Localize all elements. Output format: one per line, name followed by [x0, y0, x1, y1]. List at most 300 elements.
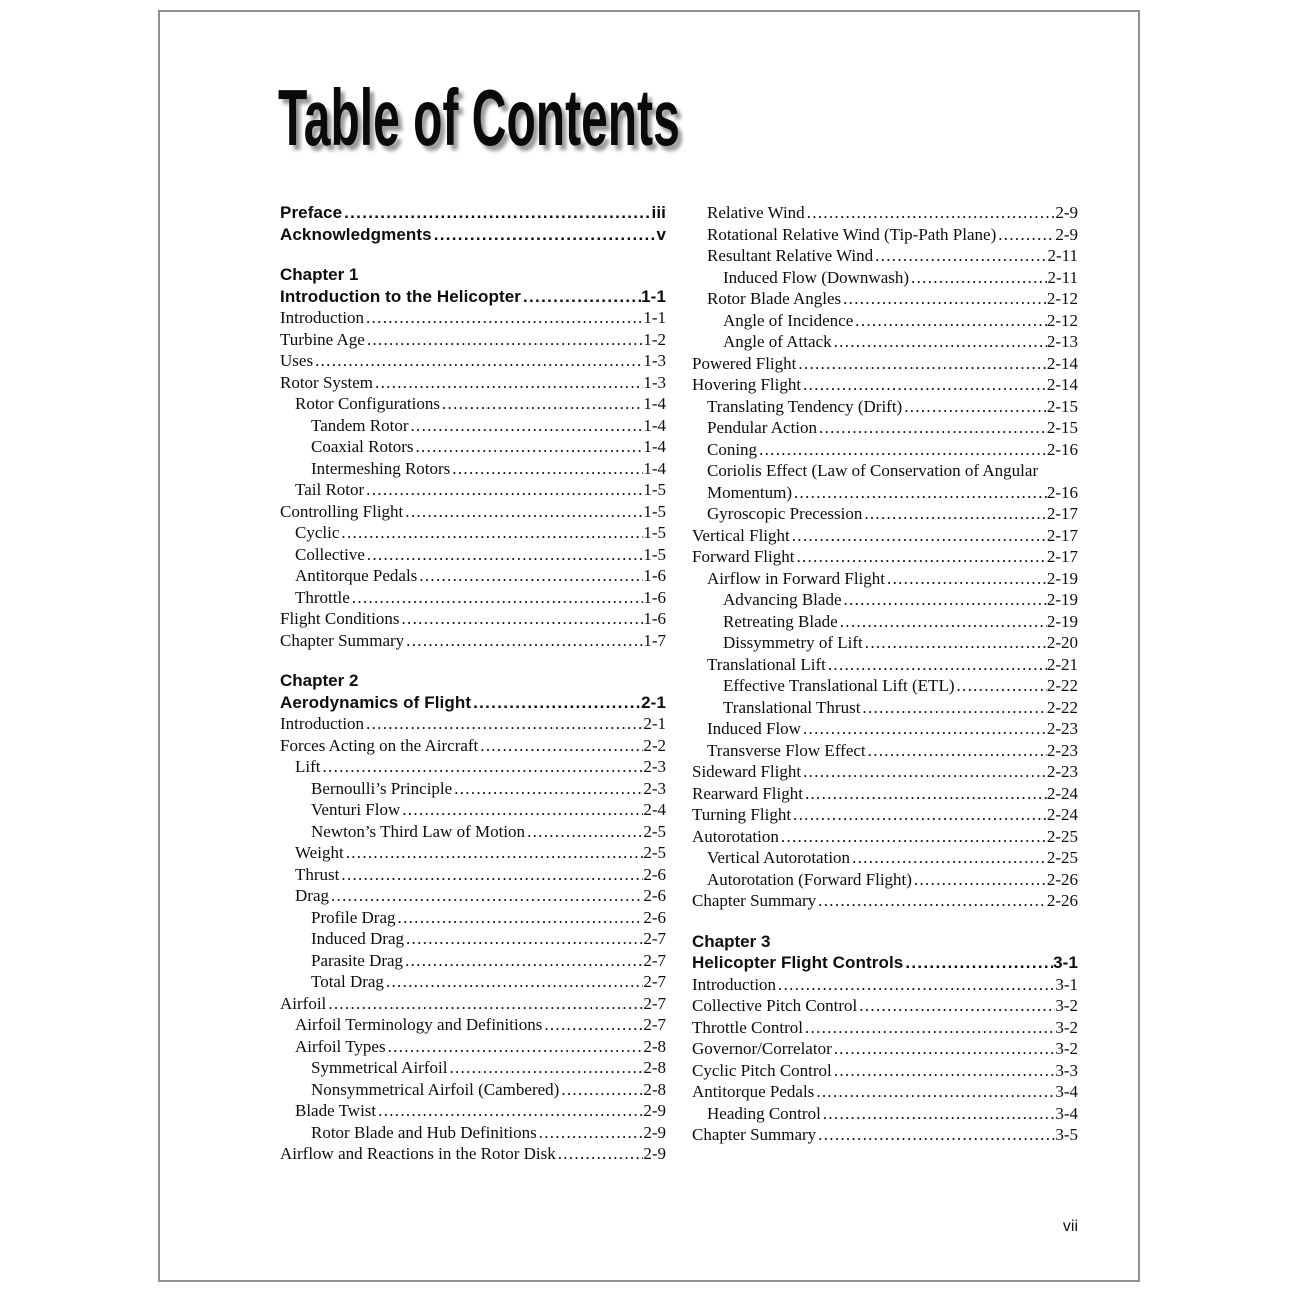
toc-entry-page: 2-7 — [643, 993, 666, 1013]
toc-entry-label: Blade Twist — [295, 1101, 377, 1120]
leader-dots — [323, 756, 644, 778]
leader-dots — [523, 286, 641, 308]
toc-entry-label: Tandem Rotor — [311, 415, 409, 435]
toc-entry-label: Rotor Blade Angles — [707, 289, 842, 308]
toc-entry — [280, 821, 666, 843]
toc-entry — [692, 1060, 1078, 1082]
leader-dots — [805, 1017, 1055, 1039]
toc-entry — [692, 267, 1078, 289]
toc-entry — [280, 713, 666, 735]
toc-entry-page: 2-7 — [643, 972, 666, 991]
leader-dots — [828, 654, 1047, 676]
leader-dots — [341, 522, 643, 544]
leader-dots — [544, 1014, 643, 1036]
toc-entry — [280, 1057, 666, 1079]
toc-entry-label: Introduction — [280, 714, 365, 733]
toc-entry-label: Acknowledgments — [280, 224, 432, 244]
toc-entry-label: Introduction — [692, 974, 777, 994]
toc-entry — [692, 202, 1078, 224]
toc-entry-label: Translational Lift — [707, 654, 826, 674]
toc-entry-page: 3-1 — [1053, 953, 1078, 972]
toc-entry-label: Induced Flow — [707, 719, 801, 738]
toc-entry-label: Uses — [280, 351, 314, 370]
toc-entry-page: 2-11 — [1047, 246, 1078, 265]
leader-dots — [415, 436, 643, 458]
toc-entry — [692, 353, 1078, 375]
toc-entry-page: 2-23 — [1046, 740, 1078, 760]
toc-entry-label: Antitorque Pedals — [295, 566, 418, 585]
toc-entry-label: Effective Translational Lift (ETL) — [723, 676, 955, 695]
toc-entry-page: 3-2 — [1055, 996, 1078, 1015]
toc-entry — [280, 864, 666, 886]
leader-dots — [442, 393, 643, 415]
toc-entry-label: Collective — [295, 544, 365, 564]
chapter-label: Chapter 3 — [692, 931, 771, 951]
leader-dots — [410, 415, 643, 437]
toc-entry-label: Pendular Action — [707, 418, 818, 437]
leader-dots — [402, 799, 643, 821]
toc-entry-label: Rearward Flight — [692, 783, 803, 803]
leader-dots — [840, 611, 1047, 633]
toc-entry — [280, 587, 666, 609]
toc-entry-page: 2-12 — [1046, 310, 1078, 330]
toc-entry-label: Vertical Autorotation — [707, 848, 851, 867]
toc-entry — [280, 950, 666, 972]
toc-entry — [692, 417, 1078, 439]
toc-entry-label: Vertical Flight — [692, 525, 790, 545]
toc-entry-page: 2-24 — [1046, 805, 1078, 824]
toc-entry-page: 2-17 — [1046, 547, 1078, 566]
toc-entry — [280, 885, 666, 907]
toc-entry-label: Angle of Attack — [723, 332, 832, 351]
leader-dots — [539, 1122, 644, 1144]
toc-entry-label: Throttle Control — [692, 1017, 803, 1037]
toc-entry — [280, 1122, 666, 1144]
toc-entry-label: Heading Control — [707, 1103, 821, 1123]
toc-entry-label: Sideward Flight — [692, 762, 802, 781]
toc-entry-page: 1-5 — [643, 480, 666, 499]
toc-entry — [280, 350, 666, 372]
toc-entry-page: 2-13 — [1046, 332, 1078, 351]
toc-entry-page: 2-4 — [643, 800, 666, 819]
leader-dots — [794, 482, 1047, 504]
toc-entry-page: 1-6 — [643, 587, 666, 607]
toc-entry-page: 2-6 — [643, 864, 666, 884]
toc-entry — [280, 372, 666, 394]
toc-entry-label: Relative Wind — [707, 203, 805, 222]
leader-dots — [862, 697, 1046, 719]
toc-entry-page: 2-21 — [1046, 654, 1078, 674]
chapter-title — [280, 286, 666, 308]
leader-dots — [331, 885, 643, 907]
toc-entry-page: 2-14 — [1046, 375, 1078, 394]
toc-entry-page: 2-23 — [1046, 719, 1078, 738]
toc-entry-label: Antitorque Pedals — [692, 1082, 815, 1101]
toc-entry-label: Drag — [295, 886, 329, 905]
toc-entry — [280, 544, 666, 566]
toc-entry-label: Angle of Incidence — [723, 310, 854, 330]
toc-entry — [280, 436, 666, 458]
leader-dots — [527, 821, 643, 843]
toc-entry-page: 2-5 — [643, 821, 666, 841]
toc-entry — [692, 589, 1078, 611]
toc-entry — [692, 482, 1078, 504]
leader-dots — [341, 864, 643, 886]
toc-entry — [692, 654, 1078, 676]
leader-dots — [558, 1143, 644, 1165]
toc-entry-label: Forces Acting on the Aircraft — [280, 735, 479, 755]
toc-entry — [280, 522, 666, 544]
leader-dots — [367, 329, 643, 351]
toc-entry-page: 1-1 — [641, 286, 666, 306]
toc-entry-label: Introduction to the Helicopter — [280, 286, 521, 306]
toc-entry — [692, 611, 1078, 633]
toc-entry — [692, 718, 1078, 740]
toc-entry — [280, 458, 666, 480]
toc-entry-page: 2-8 — [643, 1036, 666, 1056]
toc-entry — [280, 735, 666, 757]
toc-entry — [692, 374, 1078, 396]
toc-entry-page: 1-4 — [643, 458, 666, 478]
toc-entry — [280, 907, 666, 929]
toc-block — [280, 202, 666, 245]
toc-entry-page: 2-26 — [1046, 891, 1078, 910]
leader-dots — [480, 735, 643, 757]
leader-dots — [402, 608, 644, 630]
toc-entry — [692, 847, 1078, 869]
toc-entry-page: 2-1 — [643, 714, 666, 733]
leader-dots — [864, 503, 1047, 525]
leader-dots — [807, 202, 1056, 224]
toc-entry-label: Helicopter Flight Controls — [692, 953, 904, 972]
chapter-title — [692, 952, 1078, 974]
leader-dots — [367, 544, 643, 566]
toc-entry-label: Weight — [295, 843, 344, 862]
toc-entry-page: 2-16 — [1046, 439, 1078, 459]
toc-entry-page: 2-9 — [1055, 203, 1078, 222]
leader-dots — [375, 372, 643, 394]
leader-dots — [759, 439, 1047, 461]
toc-entry-page: 2-19 — [1046, 568, 1078, 588]
toc-entry-page: 3-4 — [1055, 1082, 1078, 1101]
toc-entry — [692, 1103, 1078, 1125]
toc-entry-label: Airfoil — [280, 993, 327, 1013]
leader-dots — [378, 1100, 643, 1122]
toc-entry-label: Cyclic Pitch Control — [692, 1060, 832, 1080]
leader-dots — [406, 630, 643, 652]
toc-entry-page: 1-4 — [643, 415, 666, 435]
toc-entry-page: 1-3 — [643, 372, 666, 392]
toc-entry-page: 2-12 — [1046, 289, 1078, 308]
leader-dots — [366, 479, 643, 501]
leader-dots — [561, 1079, 643, 1101]
toc-entry — [280, 842, 666, 864]
leader-dots — [818, 890, 1047, 912]
toc-entry-label: Newton’s Third Law of Motion — [311, 821, 526, 841]
toc-entry-page: 2-16 — [1046, 482, 1078, 502]
toc-entry-page: 2-9 — [643, 1122, 666, 1142]
leader-dots — [803, 761, 1047, 783]
toc-entry-label: Tail Rotor — [295, 480, 365, 499]
toc-entry-label: Chapter Summary — [280, 630, 405, 650]
toc-entry — [692, 675, 1078, 697]
toc-entry-page: 1-5 — [643, 501, 666, 521]
toc-entry — [692, 869, 1078, 891]
toc-entry-label: Induced Drag — [311, 929, 404, 948]
toc-entry — [692, 224, 1078, 246]
toc-entry — [692, 503, 1078, 525]
leader-dots — [823, 1103, 1056, 1125]
toc-entry — [692, 783, 1078, 805]
leader-dots — [346, 842, 644, 864]
toc-entry — [692, 525, 1078, 547]
toc-entry-page: 2-25 — [1046, 848, 1078, 867]
toc-entry-page: 1-4 — [643, 437, 666, 456]
toc-entry — [692, 804, 1078, 826]
toc-entry — [280, 778, 666, 800]
toc-entry-page: 2-8 — [643, 1079, 666, 1099]
leader-dots — [865, 632, 1047, 654]
toc-entry-label: Coriolis Effect (Law of Conservation of Angular — [707, 461, 1039, 480]
leader-dots — [956, 675, 1046, 697]
toc-entry-label: Parasite Drag — [311, 950, 404, 970]
toc-entry — [280, 501, 666, 523]
toc-entry-page: 2-24 — [1046, 783, 1078, 803]
leader-dots — [398, 907, 644, 929]
toc-entry-label: Translational Thrust — [723, 697, 861, 717]
toc-entry-label: Symmetrical Airfoil — [311, 1058, 448, 1077]
toc-entry-label: Resultant Relative Wind — [707, 246, 874, 265]
leader-dots — [796, 546, 1046, 568]
toc-entry-page: 2-22 — [1046, 676, 1078, 695]
toc-entry — [692, 396, 1078, 418]
leader-dots — [859, 995, 1055, 1017]
leader-dots — [844, 589, 1047, 611]
chapter-title — [280, 692, 666, 714]
toc-entry-label: Collective Pitch Control — [692, 996, 858, 1015]
leader-dots — [868, 740, 1047, 762]
chapter-label: Chapter 1 — [280, 265, 359, 284]
toc-entry-page: 2-9 — [643, 1101, 666, 1120]
toc-entry — [280, 799, 666, 821]
leader-dots — [834, 331, 1047, 353]
leader-dots — [405, 501, 643, 523]
toc-entry — [280, 1079, 666, 1101]
leader-dots — [406, 928, 643, 950]
chapter-block — [692, 931, 1078, 1146]
toc-entry — [692, 740, 1078, 762]
toc-entry-page: 2-6 — [643, 886, 666, 905]
toc-entry-label: Coning — [707, 439, 758, 459]
leader-dots — [819, 417, 1047, 439]
toc-entry — [692, 546, 1078, 568]
toc-entry — [280, 993, 666, 1015]
toc-column-right — [692, 202, 1078, 1146]
toc-entry-page: 1-5 — [643, 544, 666, 564]
toc-block — [692, 202, 1078, 912]
toc-entry — [692, 331, 1078, 353]
toc-entry-page: 2-3 — [643, 757, 666, 776]
toc-entry — [692, 568, 1078, 590]
toc-entry-label: Bernoulli’s Principle — [311, 778, 453, 798]
toc-entry-page: 1-1 — [643, 308, 666, 327]
toc-entry — [692, 288, 1078, 310]
leader-dots — [778, 974, 1055, 996]
leader-dots — [366, 713, 643, 735]
leader-dots — [818, 1124, 1055, 1146]
toc-entry-page: 3-3 — [1055, 1060, 1078, 1080]
leader-dots — [914, 869, 1047, 891]
toc-entry-page: 3-1 — [1055, 974, 1078, 994]
toc-entry — [280, 565, 666, 587]
leader-dots — [434, 224, 657, 246]
leader-dots — [904, 396, 1047, 418]
leader-dots — [798, 353, 1046, 375]
front-matter-entry — [280, 202, 666, 224]
toc-entry-page: 2-15 — [1046, 396, 1078, 416]
leader-dots — [805, 783, 1047, 805]
toc-entry-page: 2-17 — [1046, 504, 1078, 523]
toc-entry-label: Rotor Configurations — [295, 394, 440, 413]
toc-entry-page: 2-7 — [643, 1015, 666, 1034]
toc-entry-label: Autorotation — [692, 826, 779, 846]
toc-entry-page: 2-5 — [643, 843, 666, 862]
leader-dots — [905, 952, 1053, 974]
toc-entry — [692, 439, 1078, 461]
toc-entry-label: Forward Flight — [692, 547, 795, 566]
leader-dots — [781, 826, 1047, 848]
toc-entry-page: 1-3 — [643, 351, 666, 370]
toc-entry — [692, 1017, 1078, 1039]
toc-entry-label: Turbine Age — [280, 329, 365, 349]
leader-dots — [328, 993, 643, 1015]
leader-dots — [792, 525, 1047, 547]
toc-entry — [280, 1143, 666, 1165]
toc-entry-label: Total Drag — [311, 972, 384, 991]
toc-entry — [692, 974, 1078, 996]
toc-entry-label: Dissymmetry of Lift — [723, 633, 863, 652]
leader-dots — [352, 587, 644, 609]
toc-entry-label: Controlling Flight — [280, 501, 404, 521]
leader-dots — [473, 692, 641, 714]
toc-entry-page: 2-11 — [1047, 267, 1078, 287]
toc-entry-page: 1-7 — [643, 630, 666, 650]
toc-entry-label: Airflow and Reactions in the Rotor Disk — [280, 1144, 556, 1163]
leader-dots — [911, 267, 1047, 289]
toc-entry-page: 2-3 — [643, 778, 666, 798]
toc-entry-label: Chapter Summary — [692, 891, 817, 910]
toc-entry-page: 2-6 — [643, 907, 666, 927]
toc-entry — [280, 307, 666, 329]
toc-entry — [692, 995, 1078, 1017]
page-title: Table of Contents — [278, 73, 680, 162]
toc-entry-page: 2-1 — [641, 692, 666, 712]
toc-entry-label: Introduction — [280, 308, 365, 327]
toc-entry-label: Flight Conditions — [280, 609, 400, 628]
leader-dots — [803, 718, 1047, 740]
toc-entry — [280, 1036, 666, 1058]
toc-entry-page: 2-17 — [1046, 525, 1078, 545]
toc-entry-label: Gyroscopic Precession — [707, 504, 863, 523]
toc-entry — [692, 632, 1078, 654]
toc-entry — [280, 971, 666, 993]
toc-entry-page: 3-5 — [1055, 1125, 1078, 1144]
toc-entry-label: Advancing Blade — [723, 590, 842, 609]
toc-entry-page: 2-2 — [643, 735, 666, 755]
toc-entry-label: Profile Drag — [311, 907, 396, 927]
leader-dots — [803, 374, 1047, 396]
leader-dots — [843, 288, 1047, 310]
toc-entry-label: Airfoil Types — [295, 1036, 386, 1056]
leader-dots — [887, 568, 1047, 590]
toc-entry-page: 2-23 — [1046, 762, 1078, 781]
toc-entry-page: v — [656, 224, 666, 244]
toc-entry-label: Momentum) — [707, 482, 792, 502]
toc-entry-page: 2-19 — [1046, 590, 1078, 609]
toc-entry-label: Airfoil Terminology and Definitions — [295, 1015, 543, 1034]
front-matter-entry — [280, 224, 666, 246]
leader-dots — [875, 245, 1047, 267]
toc-entry-label: Cyclic — [295, 523, 340, 542]
toc-entry — [692, 890, 1078, 912]
toc-entry — [692, 1038, 1078, 1060]
toc-entry-page: 2-14 — [1046, 353, 1078, 373]
leader-dots — [834, 1060, 1056, 1082]
toc-entry — [692, 310, 1078, 332]
toc-entry — [280, 1014, 666, 1036]
toc-entry-page: 2-7 — [643, 929, 666, 948]
toc-entry-label: Coaxial Rotors — [311, 437, 414, 456]
toc-entry-label: Rotor System — [280, 372, 374, 392]
toc-entry-page: 1-4 — [643, 394, 666, 413]
toc-entry — [692, 245, 1078, 267]
toc-entry-label: Airflow in Forward Flight — [707, 568, 886, 588]
toc-entry-page: 2-26 — [1046, 869, 1078, 889]
leader-dots — [388, 1036, 644, 1058]
toc-entry — [280, 608, 666, 630]
toc-entry — [692, 826, 1078, 848]
leader-dots — [386, 971, 643, 993]
toc-entry — [692, 460, 1078, 482]
leader-dots — [405, 950, 643, 972]
toc-entry-label: Transverse Flow Effect — [707, 740, 866, 760]
toc-entry-label: Thrust — [295, 864, 340, 884]
toc-entry-label: Turning Flight — [692, 805, 792, 824]
toc-entry — [280, 479, 666, 501]
leader-dots — [366, 307, 643, 329]
leader-dots — [454, 778, 643, 800]
toc-entry-label: Governor/Correlator — [692, 1039, 832, 1058]
toc-entry-label: Autorotation (Forward Flight) — [707, 869, 912, 889]
leader-dots — [315, 350, 643, 372]
toc-entry-label: Induced Flow (Downwash) — [723, 267, 910, 287]
document-page — [158, 10, 1140, 1282]
toc-entry — [280, 630, 666, 652]
toc-entry-label: Rotor Blade and Hub Definitions — [311, 1122, 537, 1142]
chapter-block — [280, 670, 666, 1165]
leader-dots — [834, 1038, 1056, 1060]
leader-dots — [419, 565, 643, 587]
toc-entry-label: Retreating Blade — [723, 611, 838, 631]
toc-entry-page: 2-15 — [1046, 418, 1078, 437]
leader-dots — [816, 1081, 1055, 1103]
toc-entry-label: Preface — [280, 203, 343, 222]
chapter-block — [280, 264, 666, 651]
toc-entry-page: 1-2 — [643, 329, 666, 349]
toc-entry-page: 2-20 — [1046, 633, 1078, 652]
toc-entry — [280, 329, 666, 351]
leader-dots — [855, 310, 1047, 332]
